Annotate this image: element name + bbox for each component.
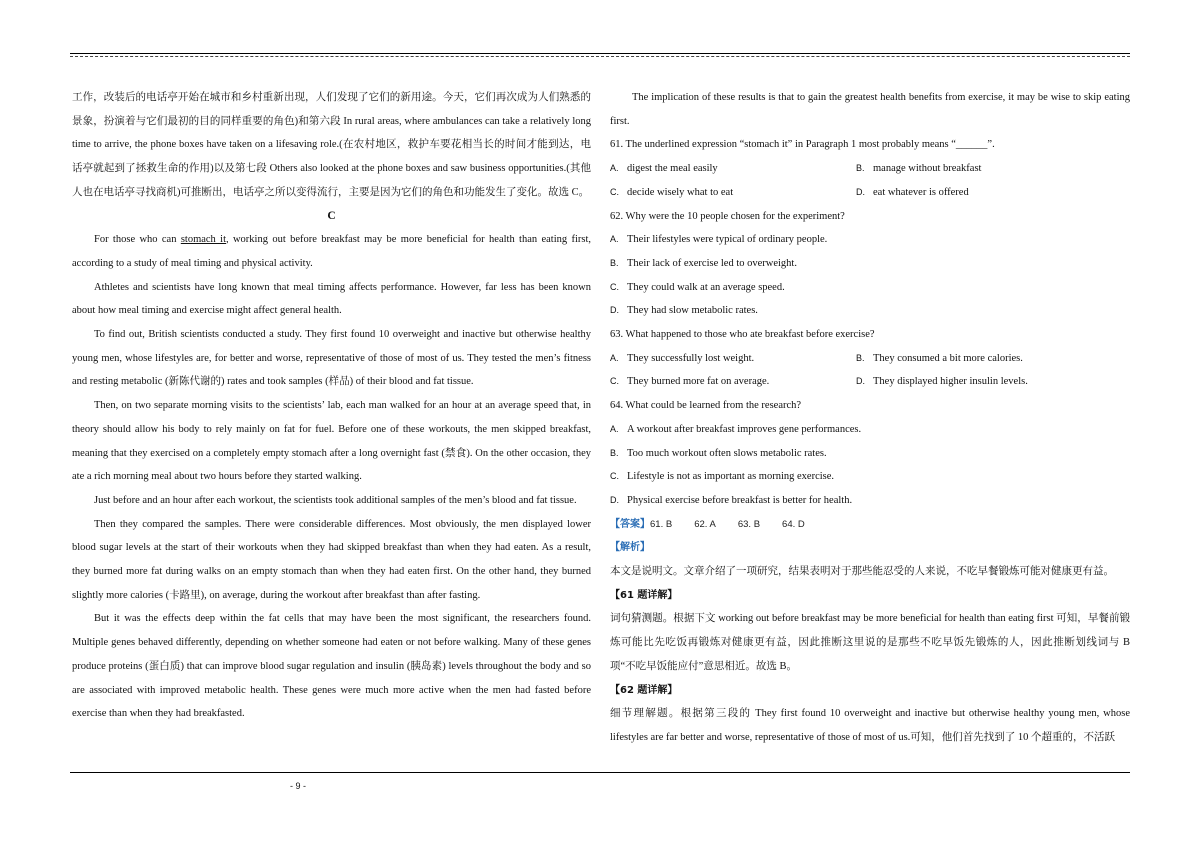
underlined-expression: stomach it [180,234,226,246]
option-63-b: B. They consumed a bit more calories. [856,352,1023,364]
passage-paragraph-7: But it was the effects deep within the fat cells that may have been the most significant, the researchers found. Multiple genes behaved differently, depending on whether someone had eaten or not before walking. Many of these genes produce proteins (蛋白质) that can improve blood sugar regulation and insulin (胰岛素) levels throughout the body and so are associated with improved metabolic health. These genes were much more active when the men had fasted before exercise than when they had breakfasted. [72,613,591,720]
option-64-a: A. A workout after breakfast improves gene performances. [610,423,862,435]
option-61-b: B. manage without breakfast [856,163,982,175]
question-63-options-row-1 [610,347,1130,371]
question-64-stem: 64. What could be learned from the research? [610,400,802,412]
section-heading: C [327,209,336,222]
question-63-options-row-2 [610,370,1130,394]
question-62-stem: 62. Why were the 10 people chosen for the experiment? [610,210,845,222]
option-62-d: D. They had slow metabolic rates. [610,305,758,317]
footer-rule [70,772,1130,773]
passage-paragraph-2: Athletes and scientists have long known that meal timing affects performance. However, far less has been known about how meal timing and exercise might affect general health. [72,281,591,317]
left-column [72,86,591,726]
answer-list [650,519,827,530]
option-62-a: A. Their lifestyles were typical of ordinary people. [610,234,828,246]
passage-paragraph-4: Then, on two separate morning visits to the scientists’ lab, each man walked for an hour at an average speed that, in theory should allow his body to rely mainly on fat for fuel. Before one of these workouts, the men skipped breakfast, meaning that they exercised on a completely empty stomach after a long overnight fast (禁食). On the other occasion, they ate a rich morning meal about two hours before they started walking. [72,400,591,483]
option-64-c: C. Lifestyle is not as important as morning exercise. [610,471,835,483]
p1-text-after: , working out before breakfast may be more beneficial for health than eating first, according to a study of meal timing and physical activity. [72,234,592,269]
answer-64: 64. D [782,518,805,530]
page-number: - 9 - [290,781,307,791]
option-63-c: C. They burned more fat on average. [610,376,770,388]
answer-63: 63. B [737,518,761,530]
question-61-options-row-1 [610,157,1130,181]
option-63-a: A. They successfully lost weight. [610,352,755,364]
q62-detail-heading: 【62 题详解】 [610,684,678,696]
option-62-b: B. Their lack of exercise led to overweight. [610,257,797,269]
question-61-stem: 61. The underlined expression “stomach it” in Paragraph 1 most probably means “______”. [610,139,995,151]
header-dashed-rule [70,56,1130,57]
p1-text-before: For those who can [94,234,181,246]
question-61-options-row-2 [610,181,1130,205]
option-61-c: C. decide wisely what to eat [610,186,734,198]
analysis-label: 【解析】 [610,542,650,554]
q62-detail-text: 细节理解题。根据第三段的 They first found 10 overweight and inactive but otherwise healthy young men, whose lifestyles are far better and worse, representative of those of most of us.可知，他们首先找到了 10 个超重的，不活跃 [610,708,1130,743]
answer-line [610,513,1130,537]
question-63-stem: 63. What happened to those who ate breakfast before exercise? [610,329,875,341]
option-63-d: D. They displayed higher insulin levels. [856,376,1028,388]
option-61-d: D. eat whatever is offered [856,186,969,198]
passage-paragraph-3: To find out, British scientists conducted a study. They first found 10 overweight and inactive but otherwise healthy young men, whose lifestyles are, for better and worse, representative of those of most of us. They tested the men’s fitness and resting metabolic (新陈代谢的) rates and took samples (样品) of their blood and fat tissue. [72,329,591,388]
answer-62: 62. A [694,518,716,530]
answer-label: 【答案】 [610,518,650,530]
passage-paragraph-1 [72,228,591,275]
q61-detail-text: 词句猜测题。根据下文 working out before breakfast may be more beneficial for health than eating first 可知，早餐前锻炼可能比先吃饭再锻炼对健康更有益，因此推断这里说的是那些不吃早饭先锻炼的人，因此推断划线词与 B 项“不吃早饭能应付”意思相近。故选 B。 [610,613,1130,672]
option-64-b: B. Too much workout often slows metabolic rates. [610,447,827,459]
option-61-a: A. digest the meal easily [610,163,718,175]
option-62-c: C. They could walk at an average speed. [610,281,785,293]
header-rule [70,53,1130,54]
passage-paragraph-6: Then they compared the samples. There were considerable differences. Most obviously, the men displayed lower blood sugar levels at the start of their workouts when they had skipped breakfast than when they had eaten. As a result, they burned more fat during walks on an empty stomach than when they had eaten first. On the other hand, they burned slightly more calories (卡路里), on average, during the workout after breakfast than after fasting. [72,518,591,601]
continuation-paragraph: 工作，改装后的电话亭开始在城市和乡村重新出现，人们发现了它们的新用途。今天，它们再次成为人们熟悉的景象，扮演着与它们最初的目的同样重要的角色)和第六段 In rural areas, where ambulances can take a relatively long time to arrive, the phone boxes have taken on a lifesaving role.(在农村地区，救护车要花相当长的时间才能到达，电话亭就起到了拯救生命的作用)以及第七段 Others also looked at the phone boxes and saw business opportunities.(其他人也在电话亭寻找商机)可推断出，电话亭之所以变得流行，主要是因为它们的角色和功能发生了变化。故选 C。 [72,92,591,198]
right-column [610,86,1130,750]
answer-61: 61. B [650,518,673,530]
q61-detail-heading: 【61 题详解】 [610,589,678,601]
passage-paragraph-8: The implication of these results is that to gain the greatest health benefits from exercise, it may be wise to skip eating first. [610,92,1130,127]
analysis-summary: 本文是说明文。文章介绍了一项研究，结果表明对于那些能忍受的人来说，不吃早餐锻炼可能对健康更有益。 [610,566,1114,578]
option-64-d: D. Physical exercise before breakfast is better for health. [610,494,853,506]
passage-paragraph-5: Just before and an hour after each workout, the scientists took additional samples of the men’s blood and fat tissue. [94,494,577,506]
